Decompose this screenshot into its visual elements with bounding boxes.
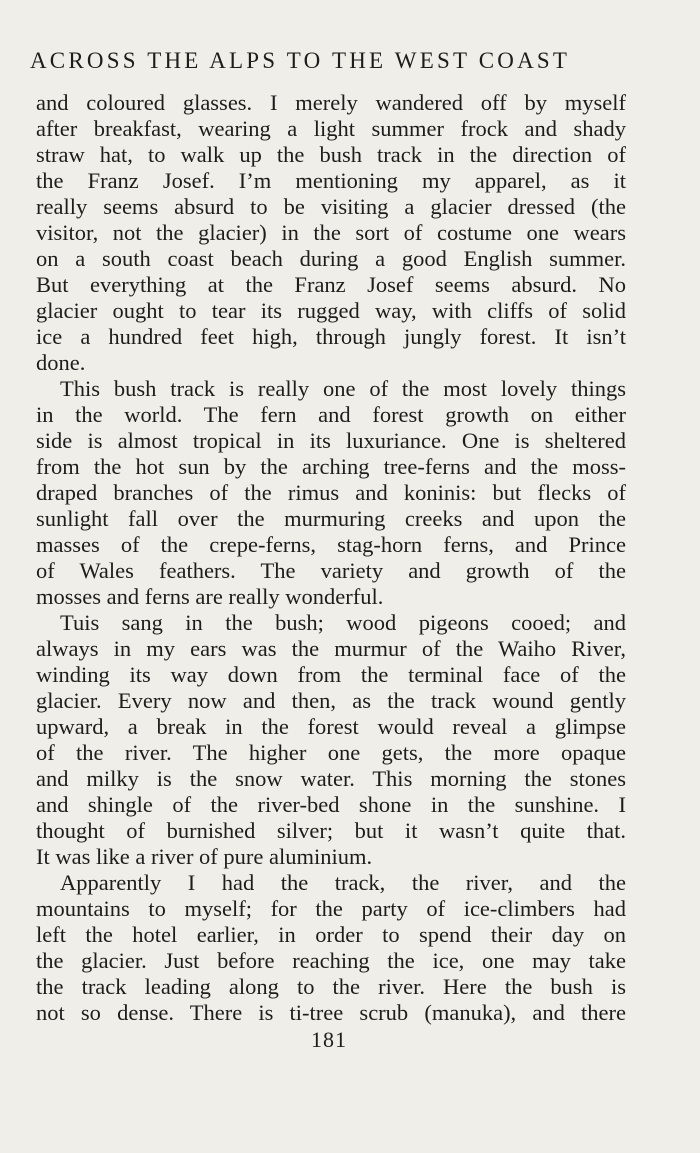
text-line: of Wales feathers. The variety and growth of the bbox=[36, 558, 626, 583]
text-line: of the river. The higher one gets, the more opaque bbox=[36, 740, 626, 765]
text-line: visitor, not the glacier) in the sort of costume one wears bbox=[36, 220, 626, 245]
text-line: and milky is the snow water. This morning the stones bbox=[36, 766, 626, 791]
text-line: But everything at the Franz Josef seems absurd. No bbox=[36, 272, 626, 297]
text-line: the Franz Josef. I’m mentioning my apparel, as it bbox=[36, 168, 626, 193]
text-line: Apparently I had the track, the river, and the bbox=[60, 870, 626, 895]
text-line: really seems absurd to be visiting a glacier dressed (the bbox=[36, 194, 626, 219]
text-line: always in my ears was the murmur of the Waiho River, bbox=[36, 636, 626, 661]
paragraph bbox=[36, 870, 626, 1026]
text-line: left the hotel earlier, in order to spend their day on bbox=[36, 922, 626, 947]
text-line: not so dense. There is ti-tree scrub (manuka), and there bbox=[36, 1000, 626, 1025]
text-line: This bush track is really one of the most lovely things bbox=[60, 376, 626, 401]
text-line: upward, a break in the forest would reveal a glimpse bbox=[36, 714, 626, 739]
text-line: masses of the crepe-ferns, stag-horn ferns, and Prince bbox=[36, 532, 626, 557]
running-head: ACROSS THE ALPS TO THE WEST COAST bbox=[30, 48, 571, 73]
text-line: glacier ought to tear its rugged way, with cliffs of solid bbox=[36, 298, 626, 323]
text-line: glacier. Every now and then, as the track wound gently bbox=[36, 688, 626, 713]
text-line: done. bbox=[36, 350, 86, 375]
text-line: and coloured glasses. I merely wandered off by myself bbox=[36, 90, 626, 115]
text-line: It was like a river of pure aluminium. bbox=[36, 844, 373, 869]
text-line: sunlight fall over the murmuring creeks and upon the bbox=[36, 506, 626, 531]
paragraph bbox=[36, 90, 626, 376]
text-line: on a south coast beach during a good English summer. bbox=[36, 246, 626, 271]
text-line: thought of burnished silver; but it wasn’t quite that. bbox=[36, 818, 626, 843]
paragraph bbox=[36, 610, 626, 870]
page-number: 181 bbox=[311, 1027, 347, 1052]
text-line: the glacier. Just before reaching the ice, one may take bbox=[36, 948, 626, 973]
text-line: in the world. The fern and forest growth on either bbox=[36, 402, 626, 427]
text-line: Tuis sang in the bush; wood pigeons cooed; and bbox=[60, 610, 626, 635]
body-text bbox=[36, 90, 626, 1026]
paragraph bbox=[36, 376, 626, 610]
text-line: mountains to myself; for the party of ice-climbers had bbox=[36, 896, 626, 921]
text-line: ice a hundred feet high, through jungly forest. It isn’t bbox=[36, 324, 626, 349]
text-line: after breakfast, wearing a light summer frock and shady bbox=[36, 116, 626, 141]
text-line: side is almost tropical in its luxuriance. One is sheltered bbox=[36, 428, 626, 453]
text-line: winding its way down from the terminal face of the bbox=[36, 662, 626, 687]
text-line: from the hot sun by the arching tree-ferns and the moss- bbox=[36, 454, 626, 479]
text-line: mosses and ferns are really wonderful. bbox=[36, 584, 384, 609]
text-line: the track leading along to the river. Here the bush is bbox=[36, 974, 626, 999]
text-line: and shingle of the river-bed shone in the sunshine. I bbox=[36, 792, 626, 817]
text-line: straw hat, to walk up the bush track in the direction of bbox=[36, 142, 626, 167]
text-line: draped branches of the rimus and koninis: but flecks of bbox=[36, 480, 626, 505]
